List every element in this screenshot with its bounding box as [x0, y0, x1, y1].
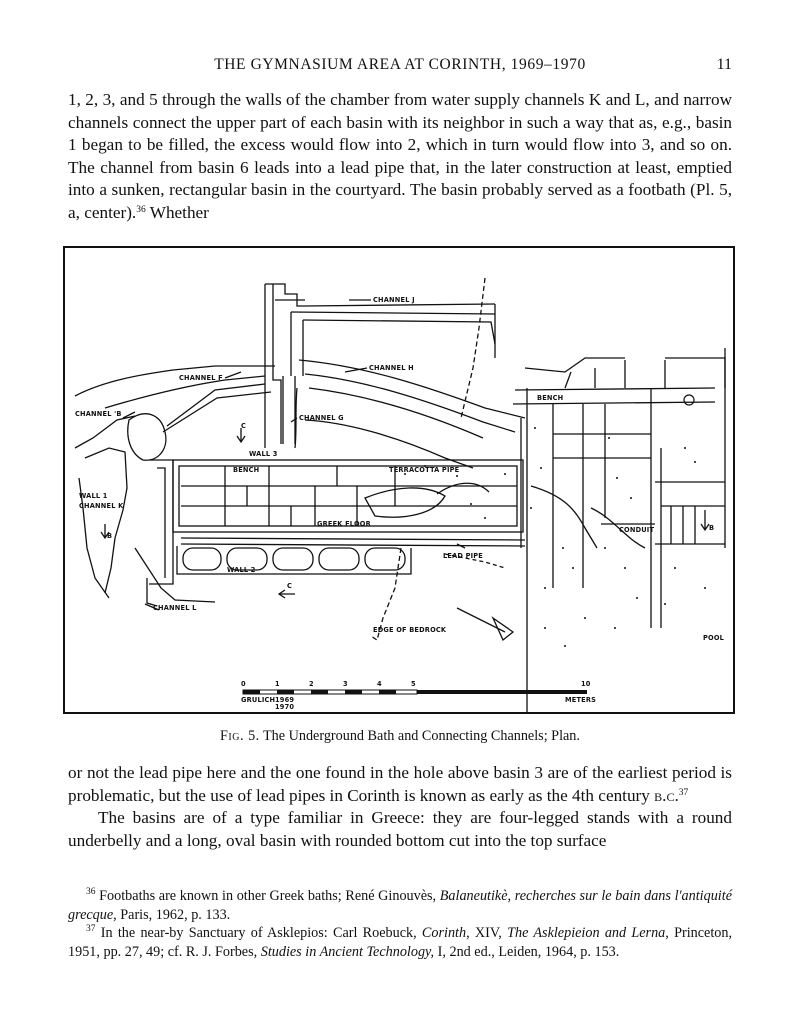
footnote-ref-36[interactable]: 36: [136, 204, 146, 215]
footnote-37-text-b: XIV,: [469, 925, 508, 942]
scale-tick-5: 5: [411, 680, 416, 688]
footnote-36-title: Balaneutikè, recherches sur le bain dans l'antiquité grecque,: [68, 888, 732, 923]
label-pool: POOL: [703, 634, 725, 642]
basin-4: [319, 548, 359, 570]
footnote-37-text-d: I, 2nd ed., Leiden, 1964, p. 153.: [434, 943, 620, 960]
drafter-year-a: 1969: [275, 696, 295, 704]
label-greek-floor: GREEK FLOOR: [317, 520, 371, 528]
label-terracotta-pipe: TERRACOTTA PIPE: [389, 466, 460, 474]
figure-caption: [68, 728, 732, 745]
drafter-name: GRULICH: [241, 696, 276, 704]
label-section-b: B: [709, 524, 715, 532]
paragraph-top-text: 1, 2, 3, and 5 through the walls of the chamber from water supply channels K and L, and narrow channels connect the upper part of each basin with its neighbor in such a way that as, e.g., basin 1 began to be filled, the excess would flow into 2, which in turn would flow into 3, and so on. The channel from basin 6 leads into a lead pipe that, in the later construction at least, emptied into a sunken, rectangular basin in the courtyard. The basin probably served as a footbath (Pl. 5, a, center).: [68, 90, 732, 222]
scale-tick-10: 10: [581, 680, 591, 688]
footnote-36-text-a: Footbaths are known in other Greek baths; René Ginouvès,: [95, 888, 440, 904]
label-channel-k: CHANNEL K: [79, 502, 124, 510]
scale-unit: METERS: [565, 696, 597, 704]
scale-tick-2: 2: [309, 680, 314, 688]
scale-bar: [241, 680, 596, 711]
label-channel-j: CHANNEL J: [373, 296, 415, 304]
label-section-c2: C: [241, 422, 247, 430]
label-channel-l: CHANNEL L: [153, 604, 197, 612]
footnote-36: [68, 887, 732, 924]
label-conduit: CONDUIT: [619, 526, 655, 534]
caption-fig-label: Fig. 5.: [220, 728, 260, 744]
paragraph-bottom-2: The basins are of a type familiar in Greece: they are four-legged stands with a round underbelly and a long, oval basin with rounded bottom cut into the top surface: [68, 808, 732, 850]
page-number: 11: [716, 56, 732, 73]
scale-tick-0: 0: [241, 680, 246, 688]
paragraph-bottom-1: [68, 762, 732, 807]
caption-text: The Underground Bath and Connecting Channels; Plan.: [263, 728, 580, 744]
label-bench-left: BENCH: [233, 466, 260, 474]
label-bench-right: BENCH: [537, 394, 564, 402]
drafter-year-b: 1970: [275, 703, 295, 711]
footnote-37: [68, 924, 732, 961]
figure-plan: [63, 246, 735, 714]
label-channel-h: CHANNEL H: [369, 364, 414, 372]
label-wall-1: WALL 1: [79, 492, 108, 500]
rock-boulder: [128, 414, 166, 460]
label-lead-pipe: LEAD PIPE: [443, 552, 484, 560]
footnotes: [68, 887, 732, 961]
paragraph-top-tail: Whether: [145, 202, 209, 222]
label-edge-of-bedrock: EDGE OF BEDROCK: [373, 626, 447, 634]
footnote-37-title3: Studies in Ancient Technology,: [260, 943, 435, 960]
running-header: [68, 56, 732, 78]
footnote-37-text-a: In the near-by Sanctuary of Asklepios: Carl Roebuck,: [95, 925, 422, 942]
scale-tick-1: 1: [275, 680, 280, 688]
column-base: [684, 395, 694, 405]
label-section-b2: B: [107, 532, 113, 540]
paragraph-top: [68, 89, 732, 225]
era-bc: b.c.: [654, 785, 679, 805]
footnote-37-title2: The Asklepieion and Lerna,: [507, 925, 669, 942]
label-channel-b: CHANNEL 'B: [75, 410, 122, 418]
label-section-c: C: [287, 582, 293, 590]
footnote-36-text-b: Paris, 1962, p. 133.: [116, 906, 231, 923]
paragraph-bottom-text: or not the lead pipe here and the one found in the hole above basin 3 are of the earliest period is problematic, but the use of lead pipes in Corinth is known as early as the 4th century: [68, 763, 732, 805]
scale-tick-3: 3: [343, 680, 348, 688]
paragraph-bottom: [68, 762, 732, 852]
label-wall-2: WALL 2: [227, 566, 256, 574]
scale-tick-4: 4: [377, 680, 382, 688]
running-title: THE GYMNASIUM AREA AT CORINTH, 1969–1970: [214, 56, 586, 73]
footnote-37-title1: Corinth,: [421, 925, 470, 942]
label-channel-f: CHANNEL F: [179, 374, 223, 382]
footnote-37-text-c: Princeton, 1951, pp. 27, 49; cf. R. J. Forbes,: [68, 925, 733, 960]
label-channel-g: CHANNEL G: [299, 414, 344, 422]
basin-1: [183, 548, 221, 570]
label-wall-3: WALL 3: [249, 450, 278, 458]
plan-drawing: [65, 248, 733, 712]
footnote-37-num: 37: [86, 924, 96, 935]
footnote-36-num: 36: [86, 887, 96, 897]
basin-3: [273, 548, 313, 570]
footnote-ref-37[interactable]: 37: [678, 787, 689, 798]
